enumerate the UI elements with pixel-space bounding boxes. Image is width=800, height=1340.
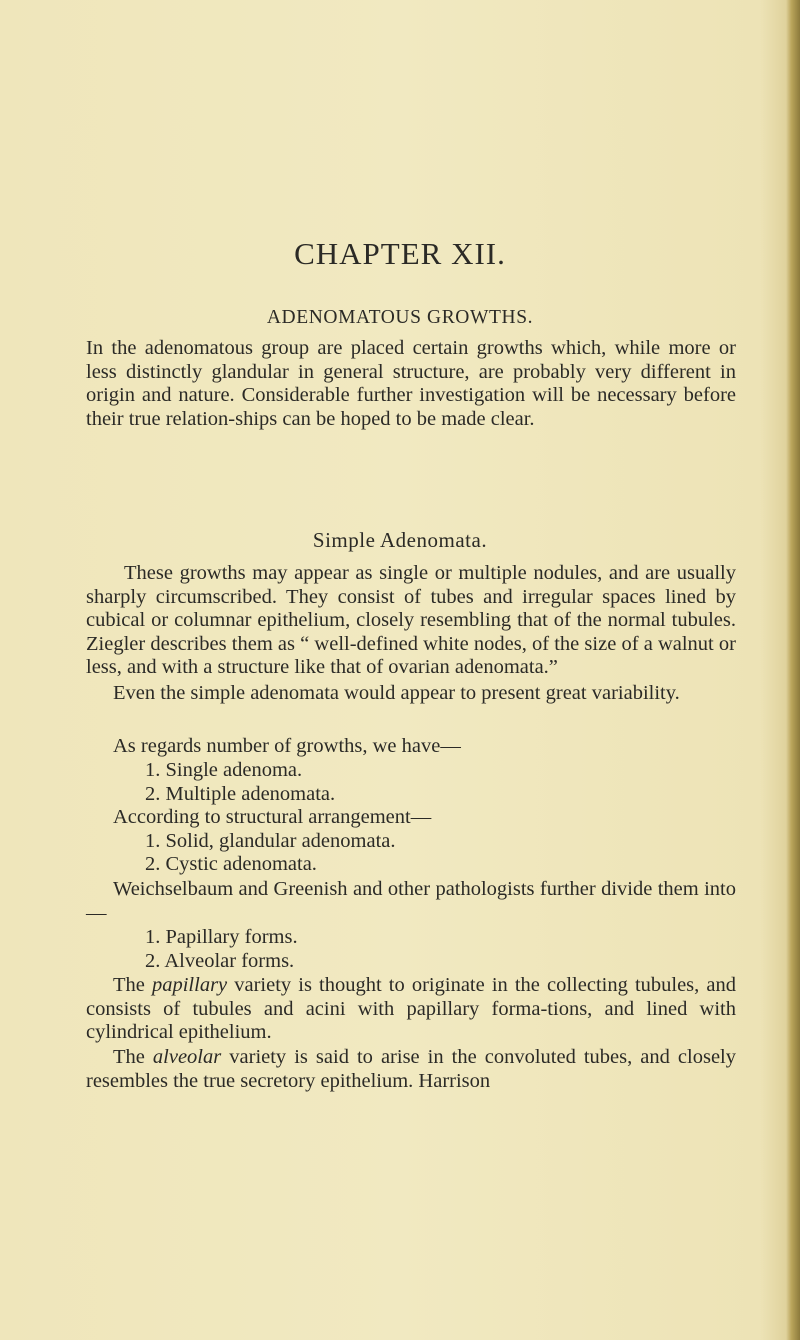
paragraph-variability: Even the simple adenomata would appear to present great variability. — [113, 682, 680, 704]
paragraph-lead: The — [113, 1046, 153, 1068]
number-intro: As regards number of growths, we have— — [113, 735, 461, 757]
list-item: 2. Cystic adenomata. — [145, 853, 317, 875]
paragraph-nodules: These growths may appear as single or multiple nodules, and are usually sharply circumscribed. They consist of tubes and irregular spaces lined by cubical or columnar epithelium, closely resembling that of the normal tubules. Ziegler describes them as “ well-defined white nodes, of the size of a walnut or less, and with a structure like that of ovarian adenomata.” — [86, 562, 736, 678]
paragraph-lead: The — [113, 974, 152, 996]
list-item: 1. Single adenoma. — [145, 759, 303, 781]
page-edge-shadow — [786, 0, 800, 1340]
section-heading: Simple Adenomata. — [312, 528, 488, 552]
paragraph-rest: variety is said to arise in the convoluted tubes, and closely resembles the true secretory epithelium. Harrison — [86, 1046, 736, 1092]
list-item: 1. Solid, glandular adenomata. — [145, 830, 396, 852]
structure-intro: According to structural arrangement— — [113, 806, 432, 828]
chapter-heading: CHAPTER XII. — [294, 236, 506, 271]
paragraph-rest: variety is thought to originate in the collecting tubules, and consists of tubules and acini with papillary forma-tions, and lined with cylindrical epithelium. — [86, 974, 736, 1043]
term-alveolar: alveolar — [152, 1046, 222, 1068]
term-papillary: papillary — [151, 974, 228, 996]
paragraph-papillary — [86, 974, 736, 1045]
list-item: 1. Papillary forms. — [145, 926, 298, 948]
intro-paragraph: In the adenomatous group are placed certain growths which, while more or less distinctly glandular in general structure, are probably very different in origin and nature. Considerable further investigation will be necessary before their true relation-ships can be hoped to be made clear. — [86, 337, 736, 430]
list-item: 2. Alveolar forms. — [145, 950, 295, 972]
list-item: 2. Multiple adenomata. — [145, 783, 336, 805]
chapter-title: ADENOMATOUS GROWTHS. — [266, 307, 534, 328]
paragraph-alveolar — [86, 1046, 736, 1093]
paragraph-weichselbaum: Weichselbaum and Greenish and other pathologists further divide them into— — [86, 878, 736, 924]
